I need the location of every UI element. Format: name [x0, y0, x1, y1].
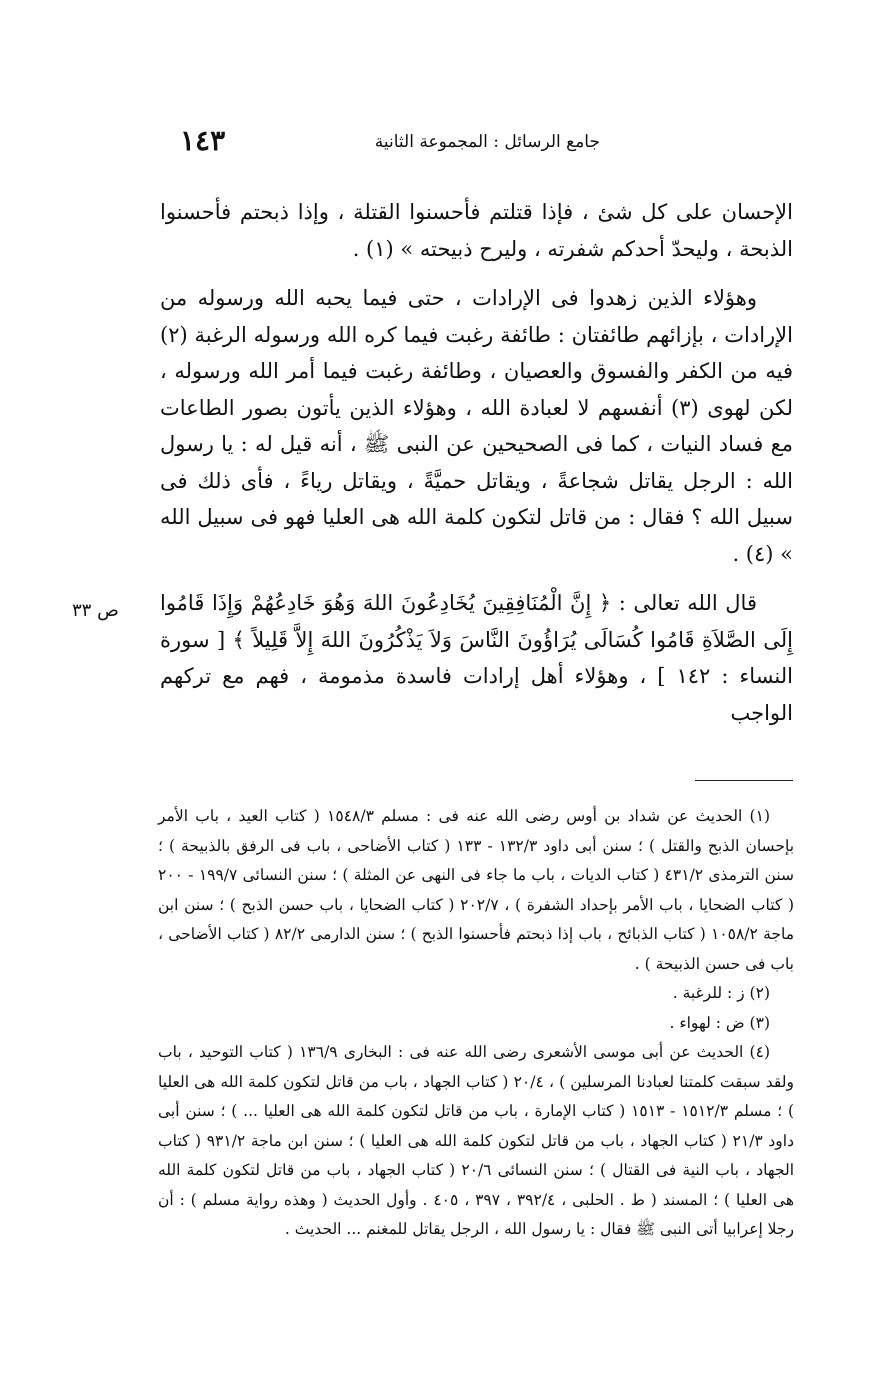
footnote-3: (٣) ض : لهواء .: [669, 1013, 770, 1032]
paragraph-1: الإحسان على كل شئ ، فإذا قتلتم فأحسنوا القتلة ، وإذا ذبحتم فأحسنوا الذبحة ، وليحدّ أحدكم شفرته ، وليرح ذبيحته » (١) .: [160, 200, 793, 261]
footnotes: [158, 802, 794, 1245]
footnote-4: (٤) الحديث عن أبى موسى الأشعرى رضى الله عنه فى : البخارى ١٣٦/٩ ( كتاب التوحيد ، باب ولقد سبقت كلمتنا لعبادنا المرسلين ) ، ٢٠/٤ ( كتاب الجهاد ، باب من قاتل لتكون كلمة الله هى العليا ) ؛ مسلم ١٥١٢/٣ - ١٥١٣ ( كتاب الإمارة ، باب من قاتل لتكون كلمة الله هى العليا ... ) ؛ سنن أبى داود ٢١/٣ ( كتاب الجهاد ، باب من قاتل لتكون كلمة الله هى العليا ) ؛ سنن ابن ماجة ٩٣١/٢ ( كتاب الجهاد ، باب النية فى القتال ) ؛ سنن النسائى ٢٠/٦ ( كتاب الجهاد ، باب من قاتل لتكون كلمة الله هى العليا ) ؛ المسند ( ط . الحلبى ، ٣٩٢/٤ ، ٣٩٧ ، ٤٠٥ . وأول الحديث ( وهذه رواية مسلم ) : أن رجلا إعرابيا أتى النبى ﷺ فقال : يا رسول الله ، الرجل يقاتل للمغنم ... الحديث .: [158, 1043, 794, 1238]
paragraph-3: قال الله تعالى : ﴿ إِنَّ الْمُنَافِقِينَ يُخَادِعُونَ اللهَ وَهُوَ خَادِعُهُمْ وَإِذَا قَامُوا إِلَى الصَّلاَةِ قَامُوا كُسَالَى يُرَاؤُونَ النَّاسَ وَلاَ يَذْكُرُونَ اللهَ إِلاَّ قَلِيلاً ﴾ [ سورة النساء : ١٤٢ ] ، وهؤلاء أهل إرادات فاسدة مذمومة ، فهم مع تركهم الواجب: [160, 591, 793, 725]
footnote-separator: [695, 780, 793, 781]
page-header: [180, 124, 600, 164]
footnote-2: (٢) ز : للرغبة .: [672, 984, 770, 1002]
page-number: ١٤٣: [180, 124, 226, 157]
running-head: جامع الرسائل : المجموعة الثانية: [374, 132, 600, 152]
margin-page-reference: ص ٣٣: [72, 600, 119, 621]
footnote-1: (١) الحديث عن شداد بن أوس رضى الله عنه فى : مسلم ١٥٤٨/٣ ( كتاب العيد ، باب الأمر بإحسان الذبح والقتل ) ؛ سنن أبى داود ١٣٢/٣ - ١٣٣ ( كتاب الأضاحى ، باب فى الرفق بالذبيحة ) ؛ سنن الترمذى ٤٣١/٢ ( كتاب الديات ، باب ما جاء فى النهى عن المثلة ) ؛ سنن النسائى ١٩٩/٧ - ٢٠٠ ( كتاب الضحايا ، باب الأمر بإحداد الشفرة ) ، ٢٠٢/٧ ( كتاب الضحايا ، باب حسن الذبح ) ؛ سنن ابن ماجة ١٠٥٨/٢ ( كتاب الذبائح ، باب إذا ذبحتم فأحسنوا الذبح ) ؛ سنن الدارمى ٨٢/٢ ( كتاب الأضاحى ، باب فى حسن الذبيحة ) .: [158, 807, 795, 973]
paragraph-2: وهؤلاء الذين زهدوا فى الإرادات ، حتى فيما يحبه الله ورسوله من الإرادات ، بإزائهم طائفتان : طائفة رغبت فيما كره الله ورسوله الرغبة (٢) فيه من الكفر والفسوق والعصيان ، وطائفة رغبت فيما أمر الله ورسوله ، لكن لهوى (٣) أنفسهم لا لعبادة الله ، وهؤلاء الذين يأتون بصور الطاعات مع فساد النيات ، كما فى الصحيحين عن النبى ﷺ ، أنه قيل له : يا رسول الله : الرجل يقاتل شجاعةً ، ويقاتل حميَّةً ، ويقاتل رياءً ، فأى ذلك فى سبيل الله ؟ فقال : من قاتل لتكون كلمة الله هى العليا فهو فى سبيل الله » (٤) .: [160, 286, 794, 566]
main-text: [160, 194, 793, 744]
